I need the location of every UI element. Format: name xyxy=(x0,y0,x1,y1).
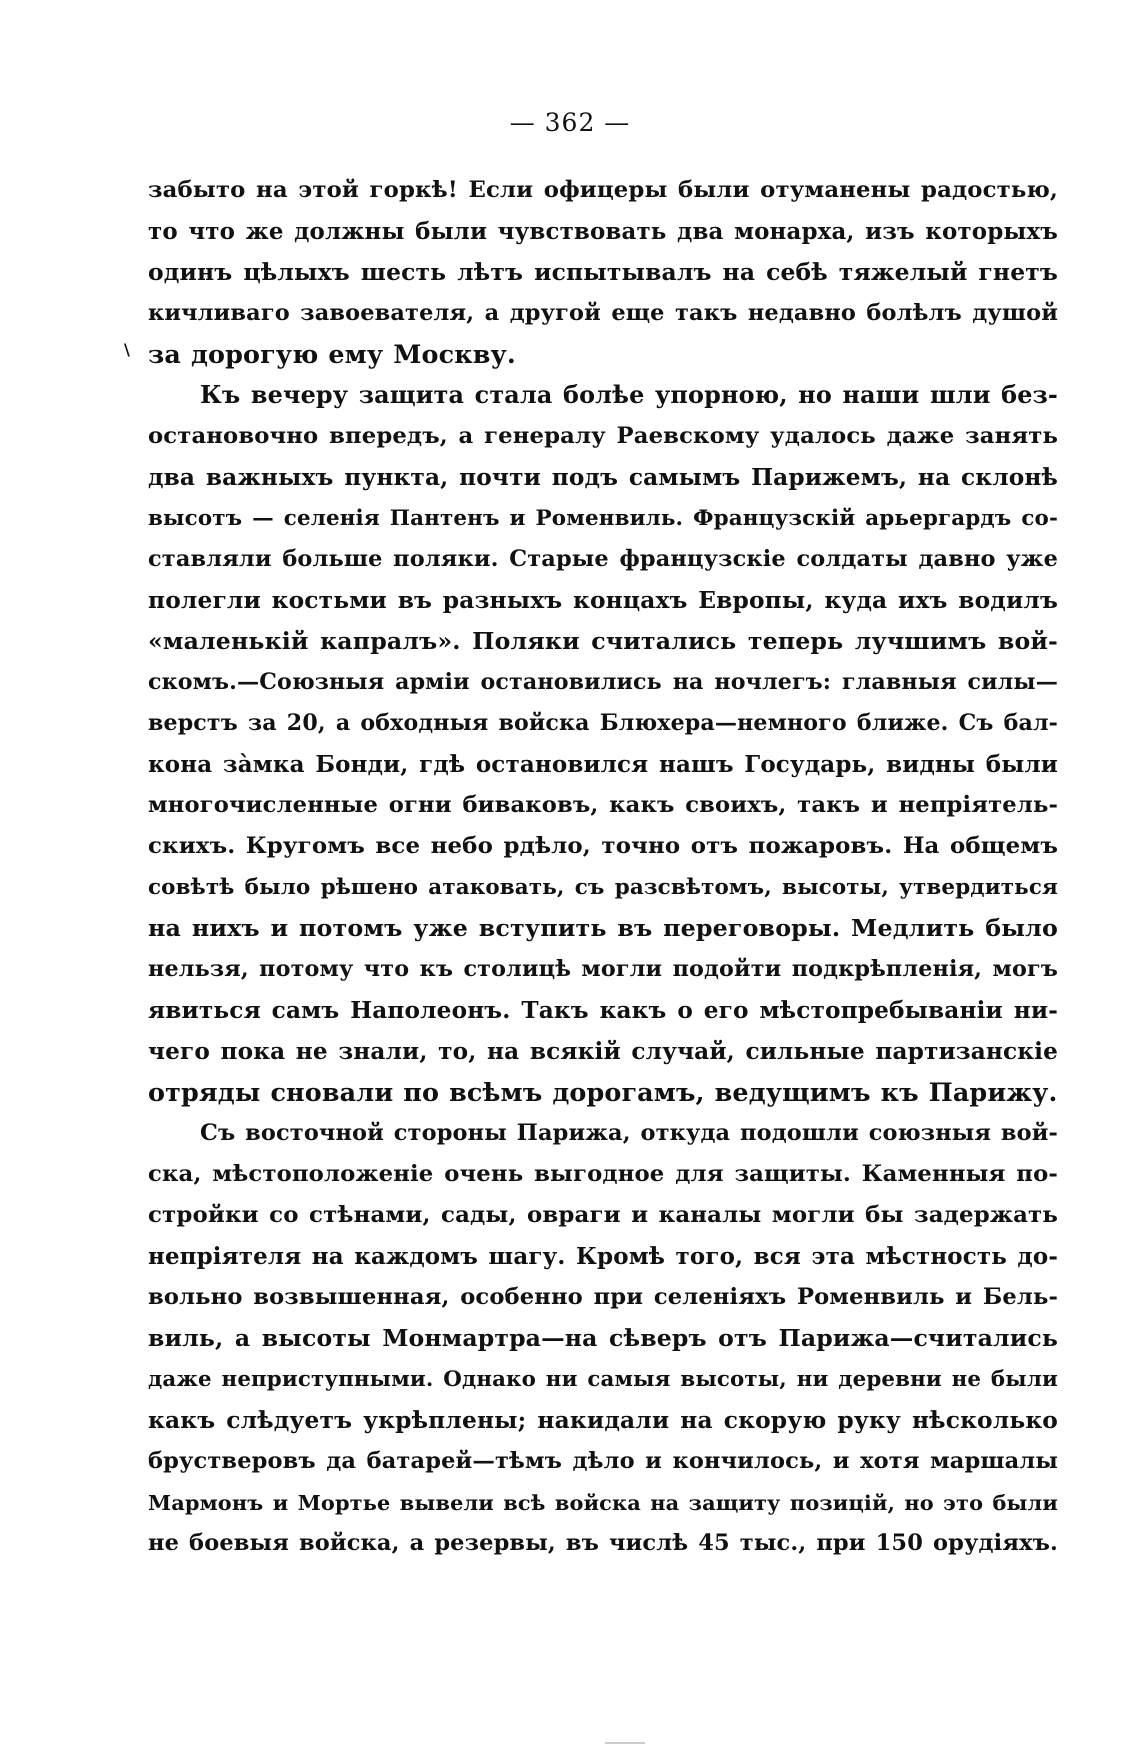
text-line: забыто на этой горкѣ! Если офицеры были отуманены радостью, xyxy=(148,177,1058,203)
text-line: отряды сновали по всѣмъ дорогамъ, ведущимъ къ Парижу. xyxy=(148,1077,1058,1107)
text-line: полегли костьми въ разныхъ концахъ Европы, куда ихъ водилъ xyxy=(148,587,1058,614)
text-line: высотъ — селенія Пантенъ и Роменвиль. Французскій арьергардъ со- xyxy=(148,506,1058,531)
text-line: «маленькій капралъ». Поляки считались теперь лучшимъ вой- xyxy=(148,627,1058,655)
text-line: кичливаго завоевателя, а другой еще такъ недавно болѣлъ душой xyxy=(148,300,1058,326)
text-line: многочисленные огни биваковъ, какъ своихъ, такъ и непріятель- xyxy=(148,792,1058,818)
page-text xyxy=(148,170,1058,1564)
text-line: чего пока не знали, то, на всякій случай, сильные партизанскіе xyxy=(148,1038,1058,1065)
paragraph-2 xyxy=(148,375,1058,1113)
text-line: Мармонъ и Мортье вывели всѣ войска на защиту позицій, но это были xyxy=(148,1490,1058,1515)
text-line: ставляли больше поляки. Старые французскіе солдаты давно уже xyxy=(148,546,1058,572)
text-line: нельзя, потому что къ столицѣ могли подойти подкрѣпленія, могъ xyxy=(148,956,1058,982)
text-line: на нихъ и потомъ уже вступить въ переговоры. Медлить было xyxy=(148,914,1058,942)
text-line: то что же должны были чувствовать два монарха, изъ которыхъ xyxy=(148,218,1058,245)
print-artifact xyxy=(605,1742,645,1747)
text-line: Къ вечеру защита стала болѣе упорною, но наши шли без- xyxy=(200,381,1058,409)
text-line: скомъ.—Союзныя арміи остановились на ночлегъ: главныя силы— xyxy=(148,669,1058,695)
text-line: остановочно впередъ, а генералу Раевскому удалось даже занять xyxy=(148,423,1058,449)
text-line: кона зàмка Бонди, гдѣ остановился нашъ Государь, видны были xyxy=(148,751,1058,778)
text-line: совѣтѣ было рѣшено атаковать, съ разсвѣтомъ, высоты, утвердиться xyxy=(148,875,1058,900)
paragraph-3 xyxy=(148,1113,1058,1564)
text-line: непріятеля на каждомъ шагу. Кромѣ того, вся эта мѣстность до- xyxy=(148,1243,1058,1270)
text-line: брустверовъ да батарей—тѣмъ дѣло и кончилось, и хотя маршалы xyxy=(148,1448,1058,1474)
text-line: явиться самъ Наполеонъ. Такъ какъ о его мѣстопребываніи ни- xyxy=(148,997,1058,1024)
page-number: — 362 — xyxy=(509,108,631,137)
text-line: вольно возвышенная, особенно при селеніяхъ Роменвиль и Бель- xyxy=(148,1284,1058,1310)
text-line: скихъ. Кругомъ все небо рдѣло, точно отъ пожаровъ. На общемъ xyxy=(148,833,1058,859)
text-line: какъ слѣдуетъ укрѣплены; накидали на скорую руку нѣсколько xyxy=(148,1407,1058,1434)
text-line: одинъ цѣлыхъ шесть лѣтъ испытывалъ на себѣ тяжелый гнетъ xyxy=(148,258,1058,286)
margin-mark: \ xyxy=(124,340,130,359)
text-line: Съ восточной стороны Парижа, откуда подошли союзныя вой- xyxy=(200,1120,1058,1146)
text-line: два важныхъ пункта, почти подъ самымъ Парижемъ, на склонѣ xyxy=(148,464,1058,491)
text-line: ска, мѣстоположеніе очень выгодное для защиты. Каменныя по- xyxy=(148,1161,1058,1187)
text-line: не боевыя войска, а резервы, въ числѣ 45 тыс., при 150 орудіяхъ. xyxy=(148,1530,1058,1556)
text-line: за дорогую ему Москву. xyxy=(148,339,516,369)
text-line: верстъ за 20, а обходныя войска Блюхера—немного ближе. Съ бал- xyxy=(148,710,1058,736)
paragraph-1 xyxy=(148,170,1058,375)
text-line: даже неприступными. Однако ни самыя высоты, ни деревни не были xyxy=(148,1367,1058,1392)
text-line: стройки со стѣнами, сады, овраги и каналы могли бы задержать xyxy=(148,1202,1058,1228)
text-line: виль, а высоты Монмартра—на сѣверъ отъ Парижа—считались xyxy=(148,1324,1058,1352)
